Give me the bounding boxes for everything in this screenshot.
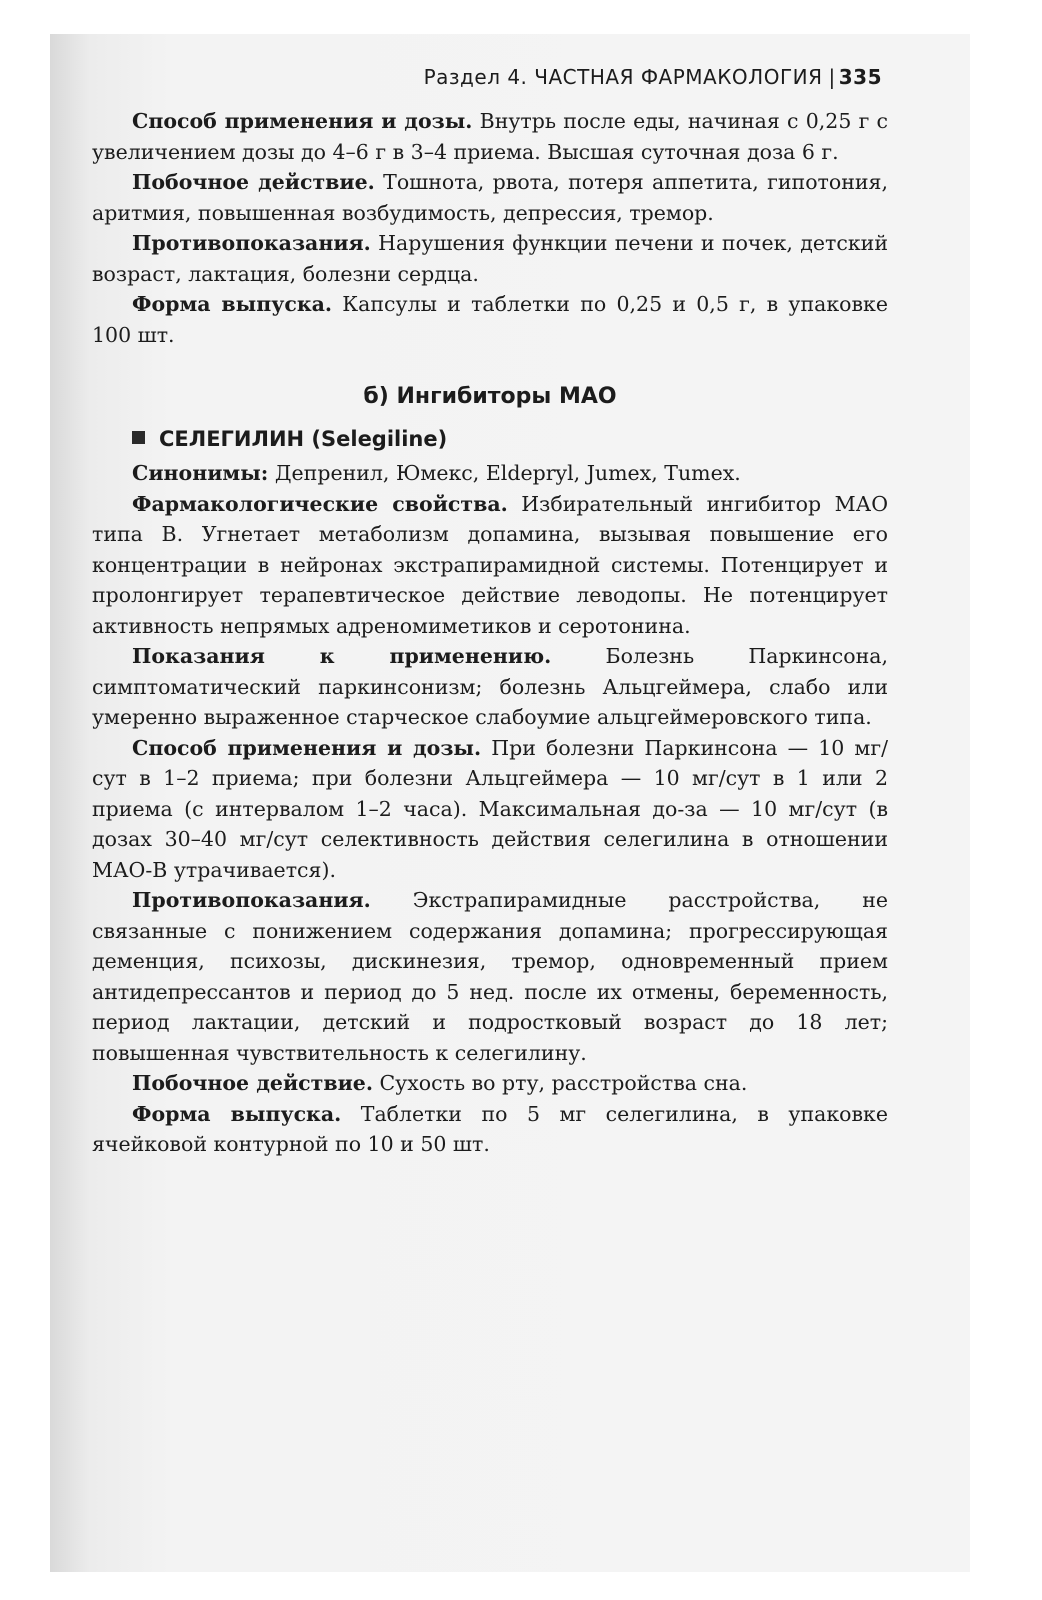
- prev-dosage-text: Внутрь после еды, начиная с 0,25 г с увеличением дозы до 4–6 г в 3–4 приема. Высшая суточная доза 6 г.: [92, 109, 888, 164]
- section-header-text: Раздел 4. ЧАСТНАЯ ФАРМАКОЛОГИЯ: [423, 65, 823, 89]
- pharmacology-paragraph: [92, 489, 888, 642]
- dosage-text: При болезни Паркинсона — 10 мг/сут в 1–2 приема; при болезни Альцгеймера — 10 мг/сут в 1 или 2 приема (с интервалом 1–2 часа). Максимальная до-за — 10 мг/сут (в дозах 30–40 мг/сут селективность действия селегилина в отношении МАО-В утрачивается).: [92, 735, 888, 882]
- indications-label: Показания к применению.: [132, 644, 552, 668]
- dosage-label: Способ применения и дозы.: [132, 735, 482, 760]
- pharmacology-text: Избирательный ингибитор МАО типа В. Угнетает метаболизм допамина, вызывая повышение его концентрации в нейронах экстрапирамидной системы. Потенцирует и пролонгирует терапевтическое действие леводопы. Не потенцирует активность непрямых адреномиметиков и серотонина.: [92, 491, 888, 638]
- release-form-label: Форма выпуска.: [132, 1101, 342, 1126]
- contraindications-label: Противопоказания.: [132, 888, 371, 912]
- drug-name: СЕЛЕГИЛИН (Selegiline): [159, 427, 448, 451]
- side-effects-text: Сухость во рту, расстройства сна.: [372, 1071, 748, 1095]
- indications-text: Болезнь Паркинсона, симптоматический паркинсонизм; болезнь Альцгеймера, слабо или умеренно выраженное старческое слабоумие альцгеймеровского типа.: [92, 644, 888, 729]
- synonyms-label: Синонимы:: [132, 461, 269, 485]
- prev-contraindications-paragraph: [92, 228, 888, 289]
- synonyms-text: Депренил, Юмекс, Eldepryl, Jumex, Tumex.: [268, 461, 741, 485]
- prev-release-form-paragraph: [92, 289, 888, 350]
- side-effects-label: Побочное действие.: [132, 1071, 373, 1095]
- prev-side-effects-paragraph: [92, 167, 888, 228]
- contraindications-paragraph: [92, 885, 888, 1068]
- side-effects-paragraph: [92, 1068, 888, 1099]
- square-bullet-icon: [132, 431, 145, 444]
- prev-dosage-label: Способ применения и дозы.: [132, 109, 473, 133]
- prev-release-form-text: Капсулы и таблетки по 0,25 и 0,5 г, в упаковке 100 шт.: [92, 292, 888, 347]
- drug-heading: [92, 422, 888, 456]
- pharmacology-label: Фармакологические свойства.: [132, 491, 508, 516]
- prev-side-effects-text: Тошнота, рвота, потеря аппетита, гипотония, аритмия, повышенная возбудимость, депрессия, тремор.: [92, 170, 888, 225]
- prev-dosage-paragraph: [92, 106, 888, 167]
- indications-paragraph: [92, 641, 888, 733]
- prev-contraindications-label: Противопоказания.: [132, 231, 371, 255]
- prev-release-form-label: Форма выпуска.: [132, 292, 333, 316]
- header-separator: |: [828, 65, 836, 89]
- page-content: [92, 62, 888, 1160]
- prev-contraindications-text: Нарушения функции печени и почек, детский возраст, лактация, болезни сердца.: [92, 231, 888, 286]
- prev-side-effects-label: Побочное действие.: [132, 170, 375, 194]
- dosage-paragraph: [92, 733, 888, 886]
- section-title: б) Ингибиторы МАО: [363, 384, 617, 409]
- contraindications-text: Экстрапирамидные расстройства, не связанные с понижением содержания допамина; прогрессирующая деменция, психозы, дискинезия, тремор, одновременный прием антидепрессантов и период до 5 нед. после их отмены, беременность, период лактации, детский и подростковый возраст до 18 лет; повышенная чувствительность к селегилину.: [92, 888, 888, 1065]
- running-header: [92, 62, 888, 92]
- release-form-text: Таблетки по 5 мг селегилина, в упаковке ячейковой контурной по 10 и 50 шт.: [92, 1101, 888, 1156]
- page-number: 335: [838, 65, 882, 89]
- synonyms-paragraph: [92, 458, 888, 489]
- release-form-paragraph: [92, 1099, 888, 1160]
